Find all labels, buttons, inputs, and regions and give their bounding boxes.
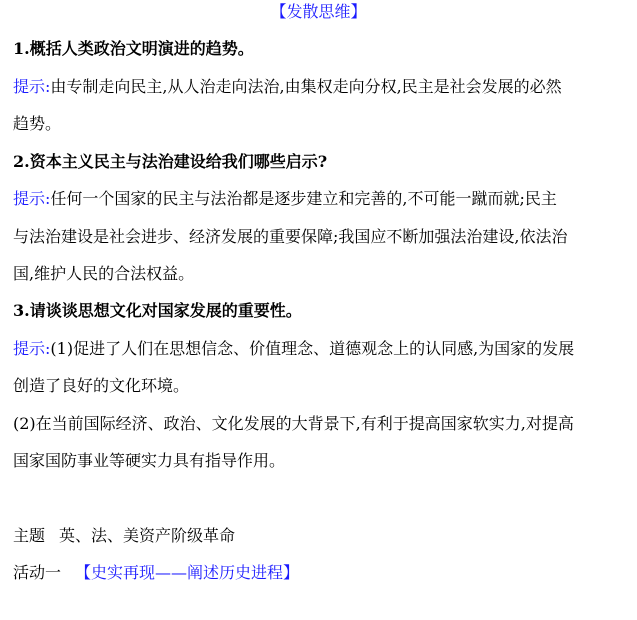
answer-3-line-1 bbox=[13, 339, 625, 359]
hint-label-2: 提示: bbox=[13, 189, 51, 208]
theme-title: 英、法、美资产阶级革命 bbox=[59, 526, 236, 545]
activity-line bbox=[13, 563, 625, 583]
answer-3-text-1: (1)促进了人们在思想信念、价值理念、道德观念上的认同感,为国家的发展 bbox=[50, 339, 575, 358]
section-title: 【发散思维】 bbox=[270, 2, 367, 21]
theme-line bbox=[13, 526, 625, 546]
answer-3-line-4: 国家国防事业等硬实力具有指导作用。 bbox=[13, 451, 286, 470]
activity-title: 【史实再现——阐述历史进程】 bbox=[75, 563, 300, 582]
question-3: 3.请谈谈思想文化对国家发展的重要性。 bbox=[13, 301, 302, 320]
answer-3-line-3: (2)在当前国际经济、政治、文化发展的大背景下,有利于提高国家软实力,对提高 bbox=[13, 414, 574, 433]
hint-label-3: 提示: bbox=[13, 339, 51, 358]
answer-1-line-2: 趋势。 bbox=[13, 114, 62, 133]
answer-3-line-2: 创造了良好的文化环境。 bbox=[13, 376, 190, 395]
answer-1-text-1: 由专制走向民主,从人治走向法治,由集权走向分权,民主是社会发展的必然 bbox=[50, 77, 562, 96]
activity-label: 活动一 bbox=[13, 563, 62, 582]
question-1: 1.概括人类政治文明演进的趋势。 bbox=[13, 39, 254, 58]
answer-2-line-3: 国,维护人民的合法权益。 bbox=[13, 264, 195, 283]
answer-2-line-1 bbox=[13, 189, 625, 209]
question-2: 2.资本主义民主与法治建设给我们哪些启示? bbox=[13, 152, 328, 171]
hint-label-1: 提示: bbox=[13, 77, 51, 96]
answer-1-line-1 bbox=[13, 77, 625, 97]
answer-2-text-1: 任何一个国家的民主与法治都是逐步建立和完善的,不可能一蹴而就;民主 bbox=[50, 189, 557, 208]
theme-label: 主题 bbox=[13, 526, 46, 545]
answer-2-line-2: 与法治建设是社会进步、经济发展的重要保障;我国应不断加强法治建设,依法治 bbox=[13, 227, 568, 246]
